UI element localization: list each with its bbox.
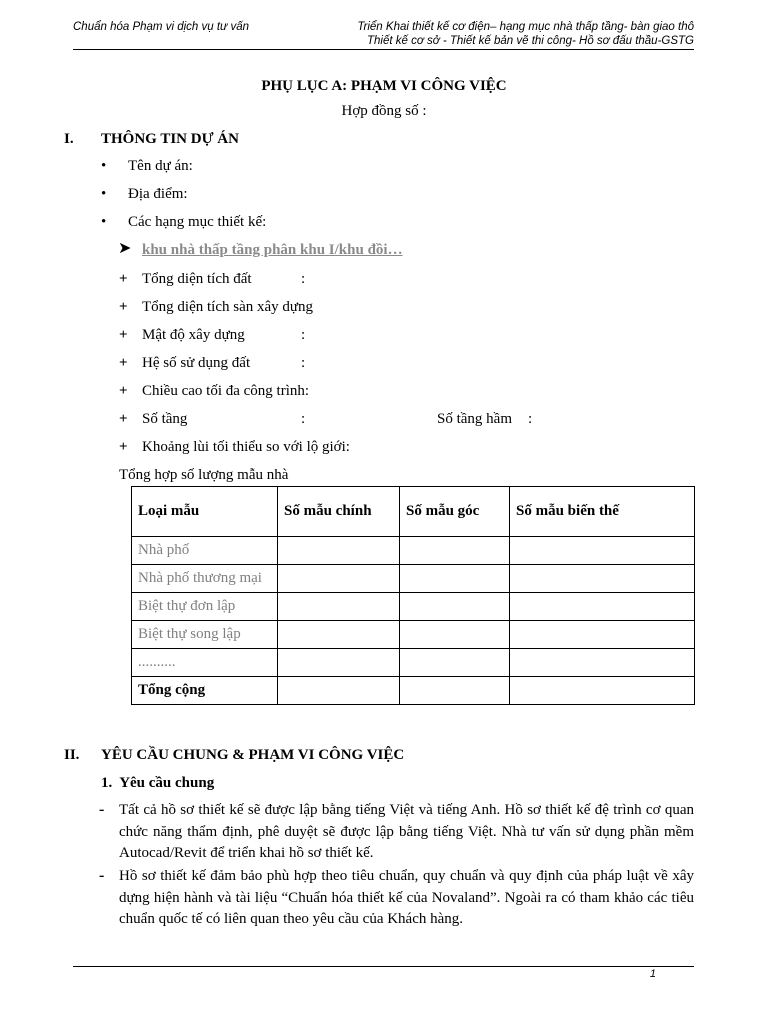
table-header-row: [132, 487, 695, 537]
column-header: Loại mẫu: [132, 487, 278, 537]
dash-bullet: -: [99, 867, 105, 884]
header-right-line2: Thiết kế cơ sở - Thiết kế bản vẽ thi công- Hồ sơ đấu thầu-GSTG: [366, 35, 694, 47]
dash-bullet: -: [99, 801, 105, 818]
land-use-ratio-label: Hệ số sử dụng đất: [142, 355, 251, 371]
colon: :: [301, 271, 306, 287]
requirement-paragraph: Hồ sơ thiết kế đảm bảo phù hợp theo tiêu chuẩn, quy chuẩn và quy định của pháp luật về xây dựng hiện hành và tài liệu “Chuẩn hóa thiết kế của Novaland”. Ngoài ra có tham khảo các tiêu chuẩn quốc tế có liên quan theo yêu cầu của Khách hàng.: [119, 868, 694, 927]
row-label: Nhà phố: [132, 537, 278, 565]
building-density-label: Mật độ xây dựng: [142, 327, 245, 343]
design-items-label: Các hạng mục thiết kế:: [128, 214, 267, 230]
colon: :: [301, 327, 306, 343]
table-cell: [510, 537, 695, 565]
column-header: Số mẫu biến thế: [510, 487, 695, 537]
plus-bullet: +: [119, 383, 128, 399]
house-types-table: [131, 486, 695, 705]
document-title: PHỤ LỤC A: PHẠM VI CÔNG VIỆC: [261, 78, 507, 94]
floors-label: Số tầng: [142, 411, 188, 427]
table-cell: [510, 677, 695, 705]
basement-floors-label: Số tầng hầm: [437, 411, 512, 427]
contract-number: Hợp đồng số :: [341, 103, 427, 119]
table-cell: [400, 677, 510, 705]
general-requirements-heading: 1. Yêu cầu chung: [101, 775, 215, 791]
table-cell: [510, 593, 695, 621]
row-label: Biệt thự đơn lập: [132, 593, 278, 621]
bullet-dot: •: [101, 158, 107, 174]
plus-bullet: +: [119, 299, 128, 315]
requirement-paragraph: Tất cả hồ sơ thiết kế sẽ được lập bằng tiếng Việt và tiếng Anh. Hồ sơ thiết kế đệ trình cơ quan chức năng thẩm định, phê duyệt sẽ được lập bằng tiếng Việt. Nhà tư vấn sử dụng phần mềm Autocad/Revit để triển khai hồ sơ thiết kế.: [119, 802, 694, 861]
table-cell: [510, 649, 695, 677]
table-cell: [278, 537, 400, 565]
table-row: [132, 537, 695, 565]
table-cell: [400, 621, 510, 649]
total-floor-area-label: Tổng diện tích sàn xây dựng: [142, 299, 314, 315]
table-cell: [400, 565, 510, 593]
table-row: [132, 621, 695, 649]
plus-bullet: +: [119, 411, 128, 427]
total-land-area-label: Tổng diện tích đất: [142, 271, 252, 287]
bullet-dot: •: [101, 214, 107, 230]
plus-bullet: +: [119, 355, 128, 371]
section1-number: I.: [64, 131, 74, 147]
table-cell: [400, 649, 510, 677]
table-cell: [510, 565, 695, 593]
table-row: [132, 649, 695, 677]
column-header: Số mẫu chính: [278, 487, 400, 537]
table-row: [132, 593, 695, 621]
plus-bullet: +: [119, 439, 128, 455]
row-label: Biệt thự song lập: [132, 621, 278, 649]
header-divider: [73, 49, 694, 50]
header-right-text: [357, 20, 694, 48]
table-cell: [278, 677, 400, 705]
table-cell: [510, 621, 695, 649]
page-number: 1: [649, 968, 656, 980]
row-label: ..........: [132, 649, 278, 677]
project-name-label: Tên dự án:: [128, 158, 193, 174]
table-cell: [278, 621, 400, 649]
location-label: Địa điểm:: [128, 186, 188, 202]
table-cell: [278, 565, 400, 593]
max-height-label: Chiều cao tối đa công trình:: [142, 383, 310, 399]
colon: :: [301, 355, 306, 371]
table-cell: [278, 593, 400, 621]
section1-title: THÔNG TIN DỰ ÁN: [101, 131, 239, 147]
plus-bullet: +: [119, 327, 128, 343]
bullet-dot: •: [101, 186, 107, 202]
section2-number: II.: [64, 747, 80, 763]
colon: :: [301, 411, 306, 427]
table-row: [132, 565, 695, 593]
table-total-row: [132, 677, 695, 705]
arrow-bullet-icon: ➤: [118, 240, 132, 257]
footer-divider: [73, 966, 694, 967]
row-label: Nhà phố thương mại: [132, 565, 278, 593]
table-cell: [278, 649, 400, 677]
header-right-line1: Triển Khai thiết kế cơ điện– hạng mục nhà thấp tầng- bàn giao thô: [357, 21, 694, 33]
setback-label: Khoảng lùi tối thiểu so với lộ giới:: [142, 439, 350, 455]
header-left-text: Chuẩn hóa Phạm vi dịch vụ tư vấn: [73, 21, 250, 33]
table-cell: [400, 537, 510, 565]
total-label: Tổng cộng: [132, 677, 278, 705]
colon: :: [528, 411, 533, 427]
column-header: Số mẫu góc: [400, 487, 510, 537]
table-cell: [400, 593, 510, 621]
section2-title: YÊU CẦU CHUNG & PHẠM VI CÔNG VIỆC: [101, 747, 405, 763]
table-caption: Tổng hợp số lượng mẫu nhà: [119, 467, 289, 483]
plus-bullet: +: [119, 271, 128, 287]
low-rise-zone-link[interactable]: khu nhà thấp tầng phân khu I/khu đồi…: [142, 242, 403, 258]
